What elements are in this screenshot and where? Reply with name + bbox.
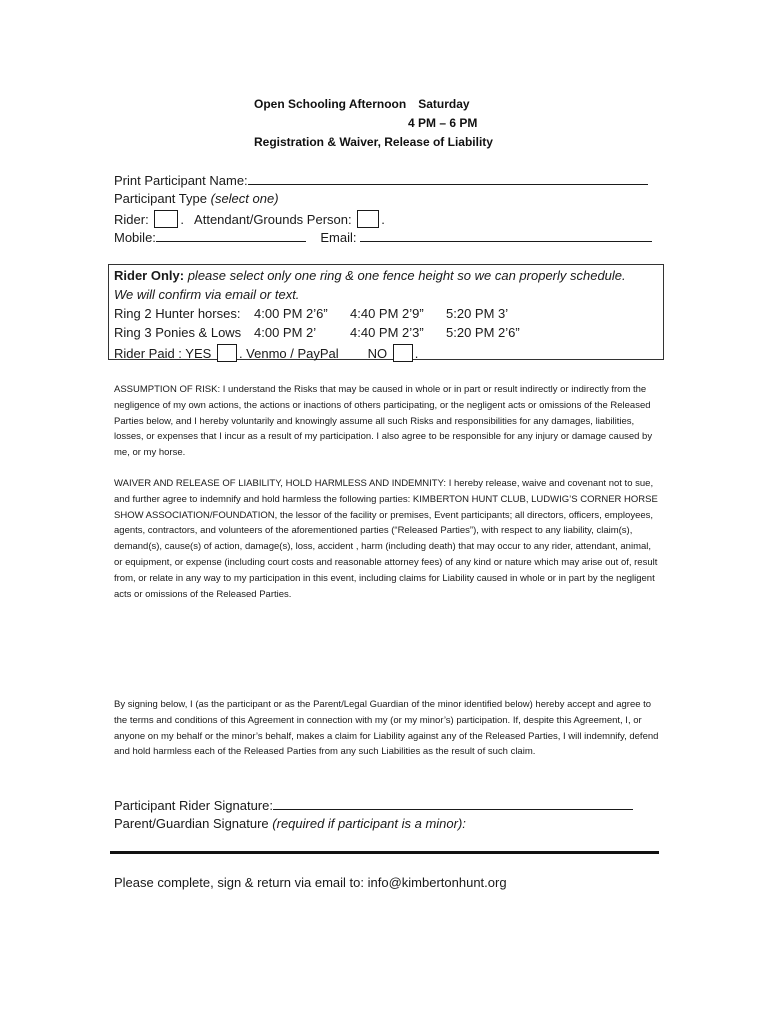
email-field[interactable] [360, 229, 652, 242]
rider-only-intro [114, 268, 626, 283]
paid-no-checkbox[interactable] [393, 344, 413, 362]
participant-name-row [114, 172, 648, 188]
event-time: 4 PM – 6 PM [408, 116, 478, 130]
section-divider [110, 851, 659, 854]
rider-checkbox[interactable] [154, 210, 178, 228]
assumption-of-risk-paragraph: ASSUMPTION OF RISK: I understand the Risks that may be caused in whole or in part or result indirectly or indirectly from the negligence of my own actions, the actions or inactions of others participating, or the negligent acts or omissions of the Released Parties below, and I hereby voluntarily and knowingly assume all such Risks and responsibilities for any damages, liabilities, losses, or expenses that I incur as a result of my participation. I also agree to be responsible for any injury or damage caused by me, or my horse. [114, 384, 653, 459]
return-instructions: Please complete, sign & return via email to: info@kimbertonhunt.org [114, 875, 507, 890]
ring2-label: Ring 2 Hunter horses: [114, 306, 241, 321]
ring2-time-2[interactable]: 4:40 PM 2’9” [350, 306, 424, 321]
rider-confirm-note [114, 287, 299, 302]
rider-signature-field[interactable] [273, 797, 633, 810]
rider-only-heading: Rider Only: [114, 268, 185, 283]
rider-paid-row: Rider Paid : YES . Venmo / PayPal NO . [114, 346, 419, 361]
ring3-time-1[interactable]: 4:00 PM 2’ [254, 325, 317, 340]
confirm-text: We will confirm via email or text. [114, 287, 300, 302]
guardian-signature-row [114, 816, 466, 831]
participant-name-field[interactable] [248, 172, 648, 185]
form-subtitle: Registration & Waiver, Release of Liability [254, 135, 493, 149]
participant-type-row [114, 191, 279, 206]
venmo-label: . Venmo / PayPal [238, 346, 339, 361]
waiver-paragraph: WAIVER AND RELEASE OF LIABILITY, HOLD HARMLESS AND INDEMNITY: I hereby release, waive and covenant not to sue, and further agree to indemnify and hold harmless the following parties: KIMBERTON HUNT CLUB, LUDWIG’S CORNER HORSE SHOW ASSOCIATION/FOUNDATION, the lessor of the facility or premises, Event participants; all directors, officers, employees, agents, contractors, and volunteers of the aforementioned parties (“Released Parties”), with respect to any liability, claim(s), demand(s), cause(s) of action, damage(s), loss, accident , harm (including death) that may occur to any rider, attendant, animal, or equipment, or expense (including court costs and reasonable attorney fees) of any kind or nature which may arise out of, result from, or relate in any way to my participation in this event, including claims for Liability caused in whole or in part by the negligent acts or omissions of the Released Parties. [114, 478, 658, 600]
participant-type-options: Rider: . Attendant/Grounds Person: . [114, 212, 385, 227]
guardian-signature-label: Parent/Guardian Signature [114, 816, 269, 831]
rider-option-label: Rider: [114, 212, 149, 227]
mobile-label: Mobile: [114, 230, 156, 245]
signing-agreement-paragraph: By signing below, I (as the participant or as the Parent/Legal Guardian of the minor identified below) hereby accept and agree to the terms and conditions of this Agreement in connection with my (or my minor’s) participation. If, despite this Agreement, I, or anyone on my behalf or the minor’s behalf, makes a claim for Liability against any of the Released Parties, I will indemnify, defend and hold harmless each of the Released Parties from any such Liabilities as the result of such claim. [114, 699, 659, 758]
participant-type-hint: (select one) [210, 191, 279, 206]
attendant-option-label: Attendant/Grounds Person: [194, 212, 352, 227]
mobile-field[interactable] [156, 229, 306, 242]
ring2-time-1[interactable]: 4:00 PM 2’6” [254, 306, 328, 321]
rider-signature-label: Participant Rider Signature: [114, 798, 273, 813]
paid-yes-checkbox[interactable] [217, 344, 237, 362]
participant-type-label: Participant Type [114, 191, 207, 206]
guardian-signature-hint: (required if participant is a minor): [272, 816, 466, 831]
rider-paid-label: Rider Paid : YES [114, 346, 212, 361]
rider-only-instruction: please select only one ring & one fence height so we can properly schedule. [187, 268, 626, 283]
title-event: Open Schooling Afternoon [254, 97, 407, 111]
ring3-row[interactable] [114, 325, 520, 340]
ring2-time-3[interactable]: 5:20 PM 3’ [446, 306, 509, 321]
ring3-time-3[interactable]: 5:20 PM 2’6” [446, 325, 520, 340]
paid-no-label: NO [367, 346, 388, 361]
form-title [254, 97, 470, 111]
rider-signature-row [114, 797, 633, 813]
contact-row [114, 229, 652, 245]
ring3-label: Ring 3 Ponies & Lows [114, 325, 242, 340]
participant-name-label: Print Participant Name: [114, 173, 248, 188]
ring2-row[interactable] [114, 306, 508, 321]
ring3-time-2[interactable]: 4:40 PM 2’3” [350, 325, 424, 340]
attendant-checkbox[interactable] [357, 210, 379, 228]
title-day: Saturday [418, 97, 470, 111]
email-label: Email: [320, 230, 357, 245]
